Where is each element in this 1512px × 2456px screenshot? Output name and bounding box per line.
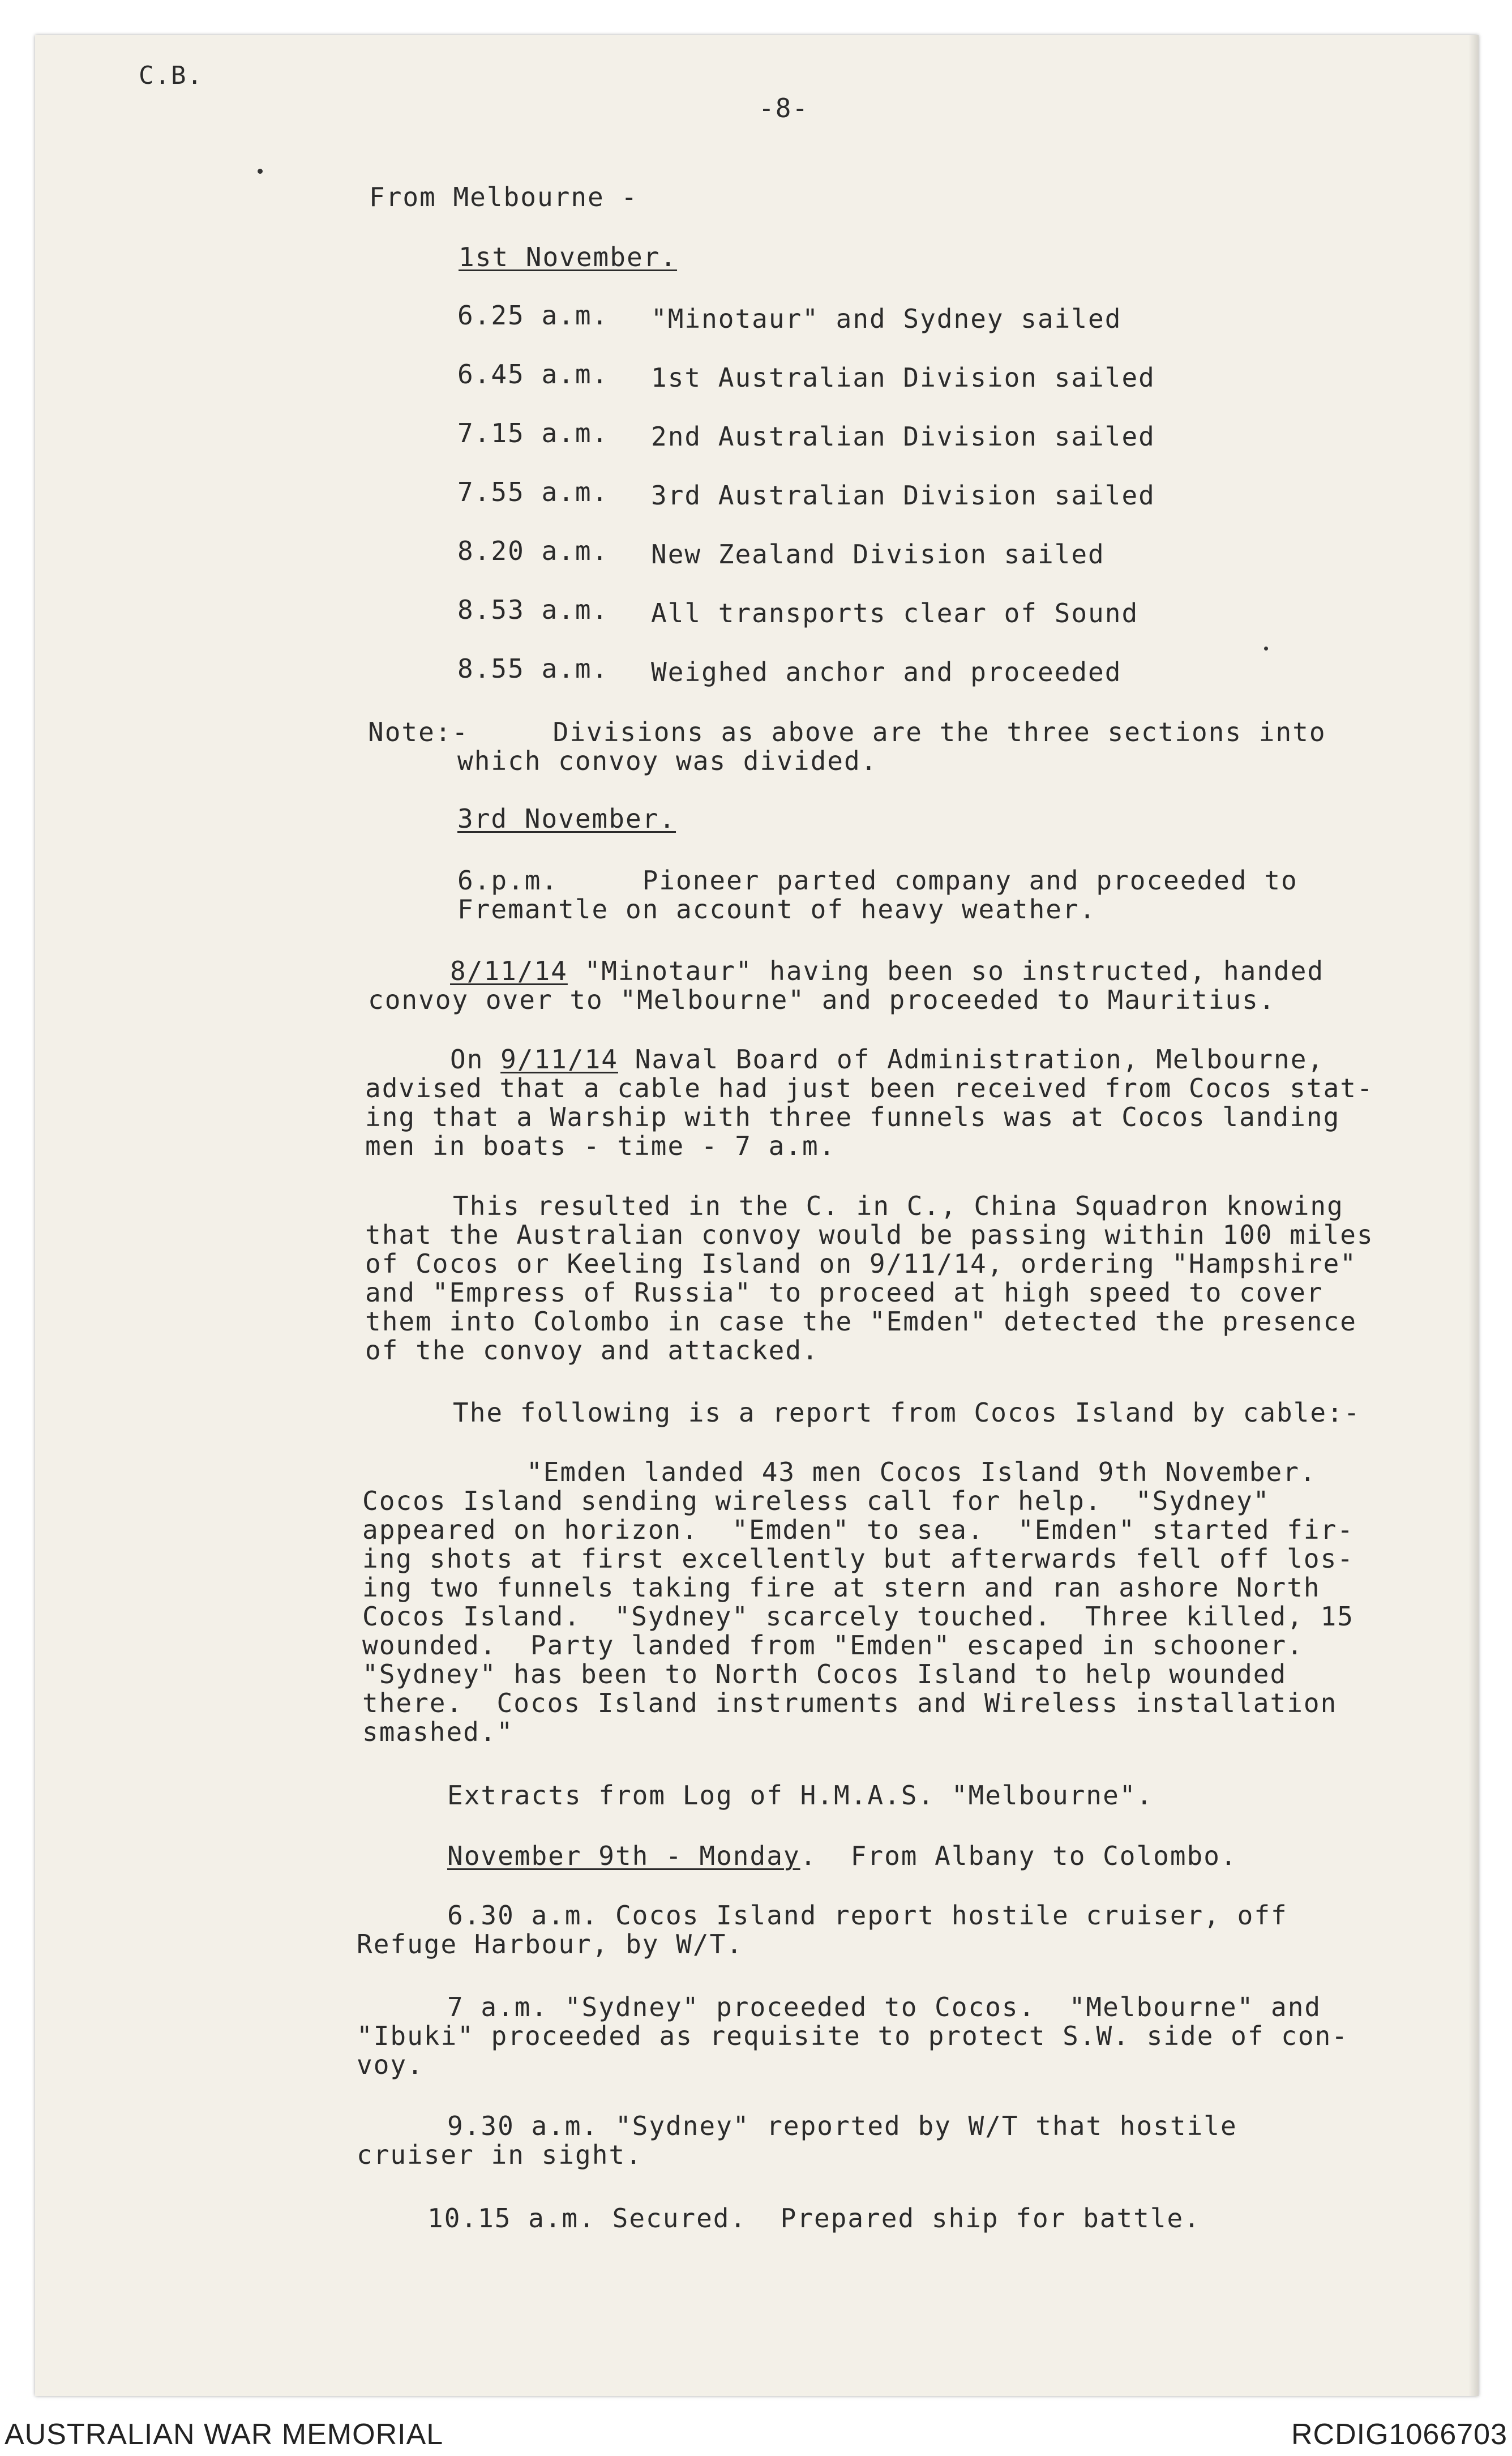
- log-entry-line: 9.30 a.m. "Sydney" reported by W/T that hostile: [447, 2111, 1237, 2141]
- section-date-1st-november: 1st November.: [459, 242, 678, 272]
- para-line: and "Empress of Russia" to proceed at high speed to cover: [365, 1277, 1323, 1308]
- corner-mark: C.B.: [139, 61, 203, 90]
- entry-text: New Zealand Division sailed: [651, 539, 1105, 570]
- log-entry-line: 7 a.m. "Sydney" proceeded to Cocos. "Melbourne" and: [447, 1992, 1322, 2022]
- para-line: This resulted in the C. in C., China Squadron knowing: [453, 1191, 1344, 1221]
- note-line: Note:- Divisions as above are the three sections into: [368, 717, 1326, 747]
- para-line: ing that a Warship with three funnels was at Cocos landing: [365, 1102, 1340, 1132]
- footer-record-id: RCDIG1066703: [1291, 2418, 1507, 2451]
- cable-line: "Emden landed 43 men Cocos Island 9th November.: [526, 1457, 1317, 1487]
- footer-institution: AUSTRALIAN WAR MEMORIAL: [5, 2418, 444, 2451]
- para-line: men in boats - time - 7 a.m.: [365, 1131, 836, 1161]
- entry-text: Weighed anchor and proceeded: [651, 657, 1122, 687]
- pioneer-line: Fremantle on account of heavy weather.: [457, 894, 1096, 925]
- from-line: From Melbourne -: [369, 182, 639, 212]
- log-entry-line: cruiser in sight.: [357, 2140, 643, 2170]
- ink-dot: [258, 169, 263, 174]
- log-entry-line: Refuge Harbour, by W/T.: [357, 1929, 743, 1959]
- date-8-11-14: 8/11/14: [450, 956, 568, 986]
- para-8-11-first-line: [450, 957, 1324, 986]
- entry-text: 1st Australian Division sailed: [651, 362, 1155, 393]
- para-text: Naval Board of Administration, Melbourne,: [618, 1044, 1325, 1075]
- report-intro: The following is a report from Cocos Island by cable:-: [453, 1397, 1361, 1428]
- log-heading: Extracts from Log of H.M.A.S. "Melbourne".: [447, 1780, 1154, 1811]
- entry-time: 7.55 a.m.: [457, 477, 609, 507]
- para-line: of Cocos or Keeling Island on 9/11/14, ordering "Hampshire": [365, 1248, 1357, 1279]
- note-line: which convoy was divided.: [457, 746, 878, 776]
- log-route: . From Albany to Colombo.: [800, 1841, 1237, 1871]
- cable-line: appeared on horizon. "Emden" to sea. "Emden" started fir-: [362, 1514, 1354, 1545]
- entry-time: 7.15 a.m.: [457, 418, 609, 448]
- entry-text: All transports clear of Sound: [651, 598, 1139, 628]
- section-date-3rd-november: 3rd November.: [457, 803, 676, 834]
- log-entry-line: "Ibuki" proceeded as requisite to protect S.W. side of con-: [357, 2021, 1348, 2051]
- entry-time: 8.53 a.m.: [457, 594, 609, 625]
- log-entry-line: voy.: [357, 2049, 424, 2080]
- page-number: -8-: [759, 93, 809, 123]
- log-entry-line: 6.30 a.m. Cocos Island report hostile cruiser, off: [447, 1900, 1288, 1931]
- para-line: them into Colombo in case the "Emden" detected the presence: [365, 1306, 1357, 1337]
- log-entry-line: 10.15 a.m. Secured. Prepared ship for battle.: [427, 2203, 1201, 2233]
- para-line: of the convoy and attacked.: [365, 1335, 819, 1366]
- date-9-11-14: 9/11/14: [500, 1044, 618, 1075]
- entry-text: "Minotaur" and Sydney sailed: [651, 303, 1122, 334]
- para-text: "Minotaur" having been so instructed, handed: [567, 956, 1325, 986]
- para-line: convoy over to "Melbourne" and proceeded to Mauritius.: [368, 985, 1276, 1015]
- entry-text: 3rd Australian Division sailed: [651, 480, 1155, 511]
- para-line: that the Australian convoy would be passing within 100 miles: [365, 1220, 1374, 1250]
- log-date: November 9th - Monday: [447, 1841, 800, 1871]
- ink-dot: [1264, 647, 1268, 651]
- para-lead: On: [450, 1044, 501, 1075]
- cable-line: ing shots at first excellently but afterwards fell off los-: [362, 1543, 1354, 1574]
- cable-line: Cocos Island. "Sydney" scarcely touched. Three killed, 15: [362, 1601, 1354, 1632]
- page-edge-shadow: [1468, 35, 1479, 2396]
- cable-line: there. Cocos Island instruments and Wireless installation: [362, 1688, 1338, 1718]
- entry-time: 6.25 a.m.: [457, 300, 609, 331]
- cable-line: wounded. Party landed from "Emden" escaped in schooner.: [362, 1630, 1304, 1661]
- entry-text: 2nd Australian Division sailed: [651, 421, 1155, 452]
- entry-time: 6.45 a.m.: [457, 359, 609, 390]
- cable-line: smashed.": [362, 1717, 514, 1747]
- para-line: advised that a cable had just been received from Cocos stat-: [365, 1073, 1374, 1103]
- entry-time: 8.20 a.m.: [457, 536, 609, 566]
- entry-time: 8.55 a.m.: [457, 653, 609, 684]
- pioneer-line: 6.p.m. Pioneer parted company and proceeded to: [457, 865, 1298, 896]
- para-9-11-first-line: [450, 1045, 1324, 1074]
- cable-line: ing two funnels taking fire at stern and ran ashore North: [362, 1572, 1321, 1603]
- cable-line: "Sydney" has been to North Cocos Island to help wounded: [362, 1659, 1287, 1689]
- cable-line: Cocos Island sending wireless call for help. "Sydney": [362, 1486, 1270, 1516]
- log-date-line: [447, 1842, 1237, 1871]
